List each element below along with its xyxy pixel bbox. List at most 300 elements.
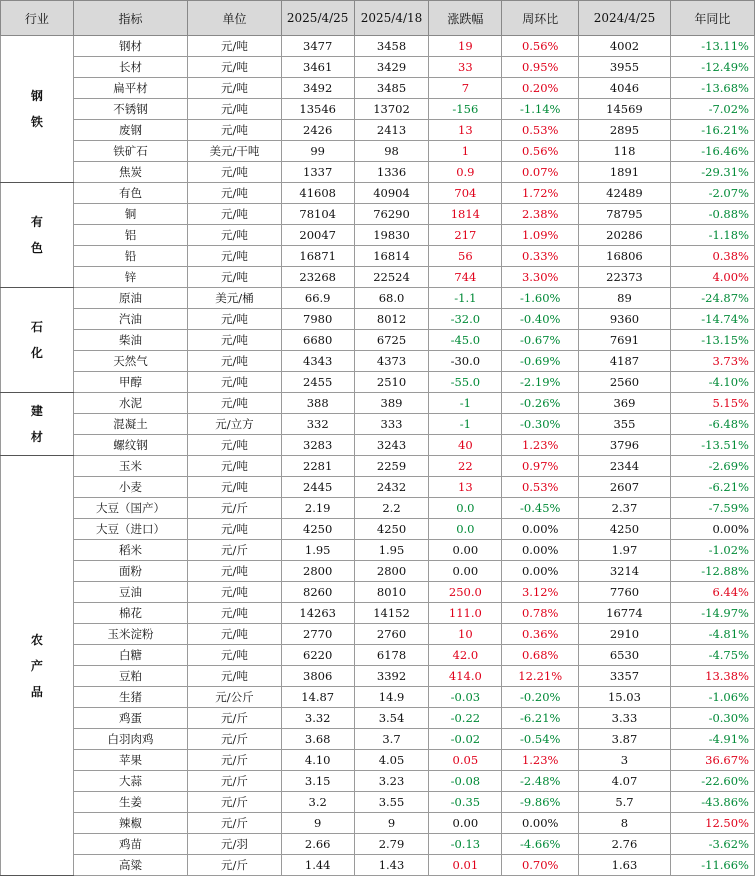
table-row <box>1 267 755 288</box>
last-week-value-cell: 9 <box>354 813 429 834</box>
indicator-cell: 小麦 <box>73 477 187 498</box>
indicator-cell: 棉花 <box>73 603 187 624</box>
wow-cell: 1.23% <box>502 435 579 456</box>
yoy-cell: -43.86% <box>670 792 754 813</box>
wow-cell: -2.48% <box>502 771 579 792</box>
last-week-value-cell: 3.55 <box>354 792 429 813</box>
change-cell: 13 <box>429 477 502 498</box>
table-row <box>1 330 755 351</box>
last-year-value-cell: 42489 <box>579 183 671 204</box>
unit-cell: 元/吨 <box>188 78 282 99</box>
yoy-cell: 0.38% <box>670 246 754 267</box>
wow-cell: 0.36% <box>502 624 579 645</box>
change-cell: -1 <box>429 414 502 435</box>
table-row <box>1 624 755 645</box>
wow-cell: 0.68% <box>502 645 579 666</box>
last-year-value-cell: 3796 <box>579 435 671 456</box>
yoy-cell: -7.59% <box>670 498 754 519</box>
last-year-value-cell: 3 <box>579 750 671 771</box>
yoy-cell: -16.46% <box>670 141 754 162</box>
last-year-value-cell: 4.07 <box>579 771 671 792</box>
unit-cell: 元/吨 <box>188 561 282 582</box>
table-row <box>1 729 755 750</box>
wow-cell: 0.33% <box>502 246 579 267</box>
last-year-value-cell: 3.33 <box>579 708 671 729</box>
wow-cell: -9.86% <box>502 792 579 813</box>
current-value-cell: 16871 <box>281 246 354 267</box>
last-week-value-cell: 4373 <box>354 351 429 372</box>
change-cell: 33 <box>429 57 502 78</box>
wow-cell: 0.56% <box>502 141 579 162</box>
header-year-over-year: 年同比 <box>670 1 754 36</box>
change-cell: -0.03 <box>429 687 502 708</box>
wow-cell: 1.23% <box>502 750 579 771</box>
wow-cell: -0.26% <box>502 393 579 414</box>
indicator-cell: 不锈钢 <box>73 99 187 120</box>
last-year-value-cell: 1891 <box>579 162 671 183</box>
unit-cell: 元/斤 <box>188 498 282 519</box>
indicator-cell: 稻米 <box>73 540 187 561</box>
wow-cell: 0.07% <box>502 162 579 183</box>
wow-cell: -0.40% <box>502 309 579 330</box>
current-value-cell: 4343 <box>281 351 354 372</box>
last-year-value-cell: 4046 <box>579 78 671 99</box>
unit-cell: 元/吨 <box>188 99 282 120</box>
change-cell: 250.0 <box>429 582 502 603</box>
wow-cell: -0.30% <box>502 414 579 435</box>
wow-cell: 0.97% <box>502 456 579 477</box>
unit-cell: 元/吨 <box>188 456 282 477</box>
current-value-cell: 2455 <box>281 372 354 393</box>
current-value-cell: 3.2 <box>281 792 354 813</box>
current-value-cell: 6220 <box>281 645 354 666</box>
last-week-value-cell: 389 <box>354 393 429 414</box>
unit-cell: 元/吨 <box>188 57 282 78</box>
unit-cell: 元/吨 <box>188 435 282 456</box>
unit-cell: 元/吨 <box>188 267 282 288</box>
indicator-cell: 鸡苗 <box>73 834 187 855</box>
current-value-cell: 1.44 <box>281 855 354 876</box>
unit-cell: 元/吨 <box>188 36 282 57</box>
last-week-value-cell: 3392 <box>354 666 429 687</box>
indicator-cell: 豆油 <box>73 582 187 603</box>
wow-cell: 0.53% <box>502 477 579 498</box>
change-cell: 10 <box>429 624 502 645</box>
last-year-value-cell: 2910 <box>579 624 671 645</box>
last-year-value-cell: 22373 <box>579 267 671 288</box>
last-week-value-cell: 6178 <box>354 645 429 666</box>
current-value-cell: 388 <box>281 393 354 414</box>
current-value-cell: 8260 <box>281 582 354 603</box>
yoy-cell: -6.48% <box>670 414 754 435</box>
last-year-value-cell: 2607 <box>579 477 671 498</box>
indicator-cell: 原油 <box>73 288 187 309</box>
unit-cell: 元/吨 <box>188 204 282 225</box>
current-value-cell: 2281 <box>281 456 354 477</box>
last-week-value-cell: 14.9 <box>354 687 429 708</box>
table-row <box>1 708 755 729</box>
current-value-cell: 7980 <box>281 309 354 330</box>
last-week-value-cell: 4.05 <box>354 750 429 771</box>
yoy-cell: 4.00% <box>670 267 754 288</box>
table-row <box>1 246 755 267</box>
yoy-cell: 6.44% <box>670 582 754 603</box>
industry-label: 农产品 <box>30 632 43 699</box>
current-value-cell: 1337 <box>281 162 354 183</box>
current-value-cell: 3.32 <box>281 708 354 729</box>
yoy-cell: -22.60% <box>670 771 754 792</box>
indicator-cell: 生猪 <box>73 687 187 708</box>
wow-cell: 0.53% <box>502 120 579 141</box>
current-value-cell: 6680 <box>281 330 354 351</box>
indicator-cell: 钢材 <box>73 36 187 57</box>
change-cell: 7 <box>429 78 502 99</box>
table-row <box>1 834 755 855</box>
yoy-cell: -1.06% <box>670 687 754 708</box>
unit-cell: 元/立方 <box>188 414 282 435</box>
change-cell: -0.02 <box>429 729 502 750</box>
table-row <box>1 456 755 477</box>
last-week-value-cell: 16814 <box>354 246 429 267</box>
yoy-cell: 12.50% <box>670 813 754 834</box>
change-cell: 217 <box>429 225 502 246</box>
table-row <box>1 477 755 498</box>
wow-cell: 0.00% <box>502 540 579 561</box>
change-cell: -0.22 <box>429 708 502 729</box>
last-week-value-cell: 1.43 <box>354 855 429 876</box>
wow-cell: -6.21% <box>502 708 579 729</box>
current-value-cell: 2.66 <box>281 834 354 855</box>
last-year-value-cell: 2560 <box>579 372 671 393</box>
indicator-cell: 苹果 <box>73 750 187 771</box>
table-row <box>1 99 755 120</box>
last-year-value-cell: 4187 <box>579 351 671 372</box>
last-week-value-cell: 6725 <box>354 330 429 351</box>
change-cell: 0.9 <box>429 162 502 183</box>
industry-label: 有色 <box>30 215 43 255</box>
yoy-cell: -14.97% <box>670 603 754 624</box>
header-industry: 行业 <box>1 1 74 36</box>
wow-cell: 1.72% <box>502 183 579 204</box>
last-year-value-cell: 16806 <box>579 246 671 267</box>
indicator-cell: 铅 <box>73 246 187 267</box>
last-week-value-cell: 68.0 <box>354 288 429 309</box>
current-value-cell: 3461 <box>281 57 354 78</box>
table-row <box>1 855 755 876</box>
industry-cell <box>1 36 74 183</box>
table-row <box>1 183 755 204</box>
yoy-cell: -7.02% <box>670 99 754 120</box>
last-year-value-cell: 3.87 <box>579 729 671 750</box>
unit-cell: 元/吨 <box>188 393 282 414</box>
wow-cell: 0.00% <box>502 813 579 834</box>
industry-cell <box>1 183 74 288</box>
current-value-cell: 9 <box>281 813 354 834</box>
current-value-cell: 2445 <box>281 477 354 498</box>
unit-cell: 元/公斤 <box>188 687 282 708</box>
current-value-cell: 332 <box>281 414 354 435</box>
last-week-value-cell: 13702 <box>354 99 429 120</box>
change-cell: 0.05 <box>429 750 502 771</box>
last-year-value-cell: 2.76 <box>579 834 671 855</box>
change-cell: 0.00 <box>429 813 502 834</box>
indicator-cell: 长材 <box>73 57 187 78</box>
unit-cell: 元/吨 <box>188 582 282 603</box>
indicator-cell: 水泥 <box>73 393 187 414</box>
wow-cell: -1.60% <box>502 288 579 309</box>
change-cell: 22 <box>429 456 502 477</box>
last-week-value-cell: 2760 <box>354 624 429 645</box>
last-week-value-cell: 3458 <box>354 36 429 57</box>
table-row <box>1 414 755 435</box>
yoy-cell: -2.07% <box>670 183 754 204</box>
yoy-cell: -16.21% <box>670 120 754 141</box>
change-cell: 0.01 <box>429 855 502 876</box>
table-row <box>1 162 755 183</box>
unit-cell: 元/吨 <box>188 309 282 330</box>
last-week-value-cell: 3485 <box>354 78 429 99</box>
last-week-value-cell: 2510 <box>354 372 429 393</box>
change-cell: 0.0 <box>429 498 502 519</box>
wow-cell: 0.20% <box>502 78 579 99</box>
last-year-value-cell: 2.37 <box>579 498 671 519</box>
yoy-cell: -4.75% <box>670 645 754 666</box>
yoy-cell: 13.38% <box>670 666 754 687</box>
last-year-value-cell: 2895 <box>579 120 671 141</box>
wow-cell: 0.78% <box>502 603 579 624</box>
table-row <box>1 582 755 603</box>
indicator-cell: 铁矿石 <box>73 141 187 162</box>
yoy-cell: -0.30% <box>670 708 754 729</box>
unit-cell: 元/斤 <box>188 771 282 792</box>
change-cell: -45.0 <box>429 330 502 351</box>
wow-cell: -0.20% <box>502 687 579 708</box>
indicator-cell: 辣椒 <box>73 813 187 834</box>
current-value-cell: 3.68 <box>281 729 354 750</box>
last-week-value-cell: 3429 <box>354 57 429 78</box>
yoy-cell: -13.11% <box>670 36 754 57</box>
wow-cell: 3.12% <box>502 582 579 603</box>
last-week-value-cell: 40904 <box>354 183 429 204</box>
change-cell: 13 <box>429 120 502 141</box>
table-row <box>1 771 755 792</box>
current-value-cell: 99 <box>281 141 354 162</box>
last-week-value-cell: 333 <box>354 414 429 435</box>
unit-cell: 元/吨 <box>188 603 282 624</box>
change-cell: -156 <box>429 99 502 120</box>
indicator-cell: 锌 <box>73 267 187 288</box>
change-cell: 1814 <box>429 204 502 225</box>
change-cell: -32.0 <box>429 309 502 330</box>
wow-cell: -1.14% <box>502 99 579 120</box>
last-week-value-cell: 8010 <box>354 582 429 603</box>
change-cell: 0.00 <box>429 540 502 561</box>
yoy-cell: -24.87% <box>670 288 754 309</box>
last-year-value-cell: 1.97 <box>579 540 671 561</box>
table-row <box>1 666 755 687</box>
last-week-value-cell: 22524 <box>354 267 429 288</box>
table-row <box>1 603 755 624</box>
unit-cell: 元/吨 <box>188 183 282 204</box>
last-year-value-cell: 3357 <box>579 666 671 687</box>
indicator-cell: 柴油 <box>73 330 187 351</box>
industry-cell <box>1 393 74 456</box>
header-date-last-year: 2024/4/25 <box>579 1 671 36</box>
industry-cell <box>1 288 74 393</box>
last-week-value-cell: 76290 <box>354 204 429 225</box>
current-value-cell: 20047 <box>281 225 354 246</box>
unit-cell: 元/斤 <box>188 750 282 771</box>
current-value-cell: 3283 <box>281 435 354 456</box>
current-value-cell: 78104 <box>281 204 354 225</box>
last-year-value-cell: 1.63 <box>579 855 671 876</box>
yoy-cell: -4.81% <box>670 624 754 645</box>
unit-cell: 元/吨 <box>188 645 282 666</box>
yoy-cell: 0.00% <box>670 519 754 540</box>
last-year-value-cell: 16774 <box>579 603 671 624</box>
current-value-cell: 2770 <box>281 624 354 645</box>
current-value-cell: 41608 <box>281 183 354 204</box>
last-year-value-cell: 3214 <box>579 561 671 582</box>
current-value-cell: 14263 <box>281 603 354 624</box>
header-change: 涨跌幅 <box>429 1 502 36</box>
current-value-cell: 3806 <box>281 666 354 687</box>
last-year-value-cell: 369 <box>579 393 671 414</box>
unit-cell: 元/吨 <box>188 666 282 687</box>
yoy-cell: -14.74% <box>670 309 754 330</box>
last-week-value-cell: 3.54 <box>354 708 429 729</box>
yoy-cell: -4.10% <box>670 372 754 393</box>
change-cell: -0.08 <box>429 771 502 792</box>
yoy-cell: -0.88% <box>670 204 754 225</box>
change-cell: 56 <box>429 246 502 267</box>
last-year-value-cell: 5.7 <box>579 792 671 813</box>
industry-label: 石化 <box>30 320 43 360</box>
yoy-cell: -6.21% <box>670 477 754 498</box>
change-cell: 704 <box>429 183 502 204</box>
indicator-cell: 白羽肉鸡 <box>73 729 187 750</box>
last-week-value-cell: 8012 <box>354 309 429 330</box>
table-row <box>1 78 755 99</box>
wow-cell: -0.45% <box>502 498 579 519</box>
wow-cell: 0.95% <box>502 57 579 78</box>
change-cell: 0.00 <box>429 561 502 582</box>
current-value-cell: 3492 <box>281 78 354 99</box>
unit-cell: 元/吨 <box>188 330 282 351</box>
header-row <box>1 1 755 36</box>
change-cell: 1 <box>429 141 502 162</box>
unit-cell: 元/斤 <box>188 708 282 729</box>
unit-cell: 元/羽 <box>188 834 282 855</box>
table-row <box>1 393 755 414</box>
indicator-cell: 铝 <box>73 225 187 246</box>
table-row <box>1 645 755 666</box>
yoy-cell: 3.73% <box>670 351 754 372</box>
last-week-value-cell: 1336 <box>354 162 429 183</box>
last-week-value-cell: 3.23 <box>354 771 429 792</box>
indicator-cell: 面粉 <box>73 561 187 582</box>
current-value-cell: 1.95 <box>281 540 354 561</box>
indicator-cell: 高粱 <box>73 855 187 876</box>
last-week-value-cell: 3.7 <box>354 729 429 750</box>
last-year-value-cell: 7691 <box>579 330 671 351</box>
unit-cell: 元/吨 <box>188 477 282 498</box>
table-row <box>1 36 755 57</box>
change-cell: 111.0 <box>429 603 502 624</box>
unit-cell: 元/斤 <box>188 855 282 876</box>
last-year-value-cell: 4250 <box>579 519 671 540</box>
unit-cell: 元/斤 <box>188 540 282 561</box>
wow-cell: 0.00% <box>502 561 579 582</box>
unit-cell: 元/吨 <box>188 519 282 540</box>
last-week-value-cell: 1.95 <box>354 540 429 561</box>
change-cell: 744 <box>429 267 502 288</box>
last-week-value-cell: 98 <box>354 141 429 162</box>
indicator-cell: 螺纹钢 <box>73 435 187 456</box>
change-cell: -1.1 <box>429 288 502 309</box>
header-unit: 单位 <box>188 1 282 36</box>
last-year-value-cell: 8 <box>579 813 671 834</box>
indicator-cell: 焦炭 <box>73 162 187 183</box>
industry-label: 钢铁 <box>30 89 43 129</box>
last-year-value-cell: 20286 <box>579 225 671 246</box>
unit-cell: 元/吨 <box>188 624 282 645</box>
change-cell: -30.0 <box>429 351 502 372</box>
table-row <box>1 498 755 519</box>
last-week-value-cell: 3243 <box>354 435 429 456</box>
table-row <box>1 141 755 162</box>
wow-cell: 3.30% <box>502 267 579 288</box>
change-cell: 19 <box>429 36 502 57</box>
last-year-value-cell: 6530 <box>579 645 671 666</box>
indicator-cell: 生姜 <box>73 792 187 813</box>
yoy-cell: -11.66% <box>670 855 754 876</box>
last-week-value-cell: 19830 <box>354 225 429 246</box>
wow-cell: -0.67% <box>502 330 579 351</box>
table-row <box>1 372 755 393</box>
unit-cell: 美元/干吨 <box>188 141 282 162</box>
last-week-value-cell: 2432 <box>354 477 429 498</box>
table-row <box>1 120 755 141</box>
unit-cell: 元/斤 <box>188 813 282 834</box>
yoy-cell: -3.62% <box>670 834 754 855</box>
change-cell: -0.35 <box>429 792 502 813</box>
indicator-cell: 豆粕 <box>73 666 187 687</box>
yoy-cell: -12.88% <box>670 561 754 582</box>
current-value-cell: 2.19 <box>281 498 354 519</box>
wow-cell: -0.69% <box>502 351 579 372</box>
table-row <box>1 750 755 771</box>
current-value-cell: 2426 <box>281 120 354 141</box>
wow-cell: -0.54% <box>502 729 579 750</box>
last-week-value-cell: 2.2 <box>354 498 429 519</box>
table-row <box>1 813 755 834</box>
indicator-cell: 甲醇 <box>73 372 187 393</box>
current-value-cell: 14.87 <box>281 687 354 708</box>
last-year-value-cell: 14569 <box>579 99 671 120</box>
last-year-value-cell: 7760 <box>579 582 671 603</box>
indicator-cell: 大蒜 <box>73 771 187 792</box>
wow-cell: 2.38% <box>502 204 579 225</box>
yoy-cell: -1.18% <box>670 225 754 246</box>
yoy-cell: 36.67% <box>670 750 754 771</box>
indicator-cell: 扁平材 <box>73 78 187 99</box>
current-value-cell: 13546 <box>281 99 354 120</box>
current-value-cell: 23268 <box>281 267 354 288</box>
header-date-current: 2025/4/25 <box>281 1 354 36</box>
current-value-cell: 66.9 <box>281 288 354 309</box>
yoy-cell: -2.69% <box>670 456 754 477</box>
